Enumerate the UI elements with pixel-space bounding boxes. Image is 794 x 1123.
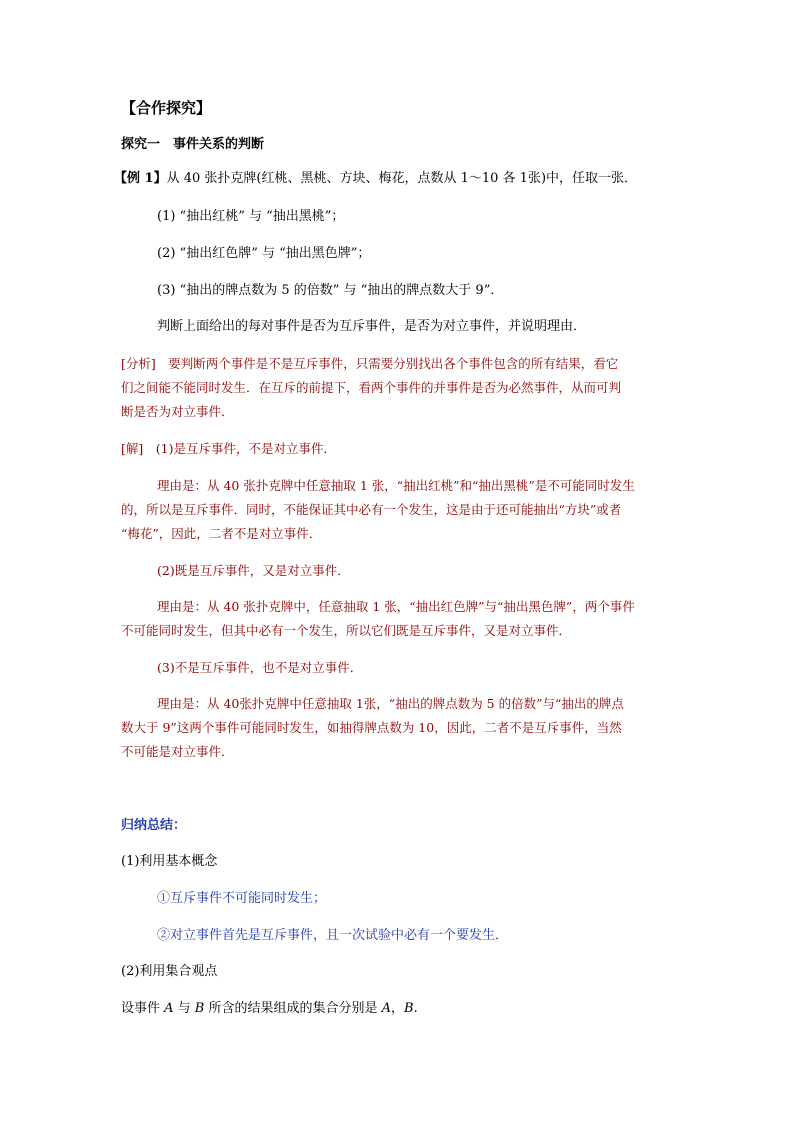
example-question: 判断上面给出的每对事件是否为互斥事件，是否为对立事件，并说明理由．	[157, 319, 587, 334]
example-item-1: (1) “抽出红桃” 与 “抽出黑桃”；	[157, 209, 345, 224]
event-a-variable: A	[164, 1001, 174, 1016]
reason-1-line-2: 的，所以是互斥事件．同时，不能保证其中必有一个发生，这是由于还可能抽出“方块”或者	[121, 502, 622, 517]
set-text-pre: 设事件	[121, 1001, 165, 1016]
set-b-variable: B	[404, 1001, 414, 1016]
section-title: 【合作探究】	[121, 99, 212, 117]
reason-3-line-3: 不可能是对立事件．	[121, 744, 234, 759]
analysis-line-3: 断是否为对立事件．	[121, 404, 234, 419]
set-text-end: .	[413, 1001, 418, 1016]
reason-3-line-1: 理由是：从 40张扑克牌中任意抽取 1张，“抽出的牌点数为 5 的倍数”与“抽出的牌点	[157, 696, 624, 711]
analysis-line-1: [分析] 要判断两个事件是不是互斥事件，只需要分别找出各个事件包含的所有结果，看它	[121, 356, 619, 371]
example-item-2: (2) “抽出红色牌” 与 “抽出黑色牌”；	[157, 246, 371, 261]
reason-1-line-3: “梅花”，因此，二者不是对立事件．	[121, 526, 322, 541]
reason-3-line-2: 数大于 9”这两个事件可能同时发生，如抽得牌点数为 10，因此，二者不是互斥事件，当然	[121, 720, 622, 735]
summary-point-1: (1)利用基本概念	[121, 854, 218, 869]
summary-point-1a: ①互斥事件不可能同时发生；	[157, 891, 327, 906]
solution-1: [解] (1)是互斥事件，不是对立事件．	[121, 441, 336, 456]
set-text-post: 所含的结果组成的集合分别是	[204, 1001, 382, 1016]
set-text-mid: 与	[173, 1001, 195, 1016]
summary-point-2: (2)利用集合观点	[121, 964, 218, 979]
example-text: 从 40 张扑克牌(红桃、黑桃、方块、梅花，点数从 1～10 各 1张)中，任取一张．	[166, 171, 638, 186]
set-separator: ，	[391, 1001, 405, 1016]
summary-set-statement	[121, 1000, 418, 1018]
summary-heading: 归纳总结：	[121, 818, 187, 833]
event-b-variable: B	[194, 1001, 205, 1016]
reason-2-line-2: 不可能同时发生，但其中必有一个发生，所以它们既是互斥事件，又是对立事件．	[121, 623, 572, 638]
solution-2: (2)既是互斥事件，又是对立事件．	[157, 563, 350, 578]
reason-1-line-1: 理由是：从 40 张扑克牌中任意抽取 1 张，“抽出红桃”和“抽出黑桃”是不可能同时发生	[157, 478, 635, 493]
explore-heading: 探究一 事件关系的判断	[121, 137, 265, 152]
example-statement	[114, 170, 637, 188]
solution-3: (3)不是互斥事件，也不是对立事件．	[157, 660, 363, 675]
example-label: 【例 1】	[114, 171, 167, 186]
example-item-3: (3) “抽出的牌点数为 5 的倍数” 与 “抽出的牌点数大于 9”．	[157, 283, 504, 298]
reason-2-line-1: 理由是：从 40 张扑克牌中，任意抽取 1 张，“抽出红色牌”与“抽出黑色牌”，两个事件	[157, 599, 635, 614]
summary-point-1b: ②对立事件首先是互斥事件，且一次试验中必有一个要发生．	[157, 928, 509, 943]
analysis-line-2: 们之间能不能同时发生．在互斥的前提下，看两个事件的并事件是否为必然事件，从而可判	[121, 380, 622, 395]
set-a-variable: A	[381, 1001, 392, 1016]
